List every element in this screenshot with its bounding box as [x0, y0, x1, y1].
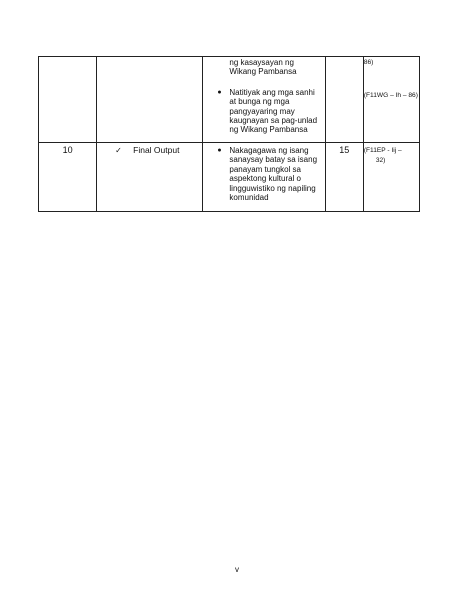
objective-list [203, 88, 324, 135]
hours-cell [325, 143, 363, 212]
number-cell [39, 57, 97, 143]
competency-code: 32) [375, 157, 386, 164]
list-item [203, 146, 324, 202]
competency-code: (F11WG – Ih – 86) [363, 92, 418, 99]
objectives-cell [203, 143, 325, 212]
table-row [39, 57, 420, 143]
checkmark-icon: ✓ [115, 146, 122, 155]
code-cell [363, 143, 419, 212]
row-number: 10 [62, 145, 73, 155]
objective-text: Natitiyak ang mga sanhi at bunga ng mga pangyayaring may kaugnayan sa pag-unlad ng Wikang Pambansa [229, 87, 318, 135]
hours-cell [325, 57, 363, 143]
activity-label: Final Output [133, 145, 180, 155]
list-item [203, 88, 324, 135]
objective-text: Nakagagawa ng isang sanaysay batay sa isang panayam tungkol sa aspektong kultural o lingguwistiko ng napiling komunidad [229, 146, 318, 203]
objectives-cell [203, 57, 325, 143]
row-number [39, 57, 96, 60]
table-row [39, 143, 420, 212]
hours-value [326, 57, 363, 60]
activity-cell [97, 57, 203, 143]
number-cell [39, 143, 97, 212]
hours-value: 15 [339, 145, 350, 155]
bullet-icon: ● [217, 147, 222, 154]
bullet-icon: ● [217, 88, 222, 96]
competency-code: (F11EP - Iij – [363, 147, 402, 154]
activity-cell [97, 143, 203, 212]
curriculum-table [38, 56, 420, 212]
objective-continuation: ng kasaysayan ng Wikang Pambansa [229, 58, 297, 77]
objective-list [203, 143, 324, 202]
code-cell [363, 57, 419, 143]
competency-code: 86) [363, 59, 374, 66]
page-number: v [235, 565, 239, 574]
